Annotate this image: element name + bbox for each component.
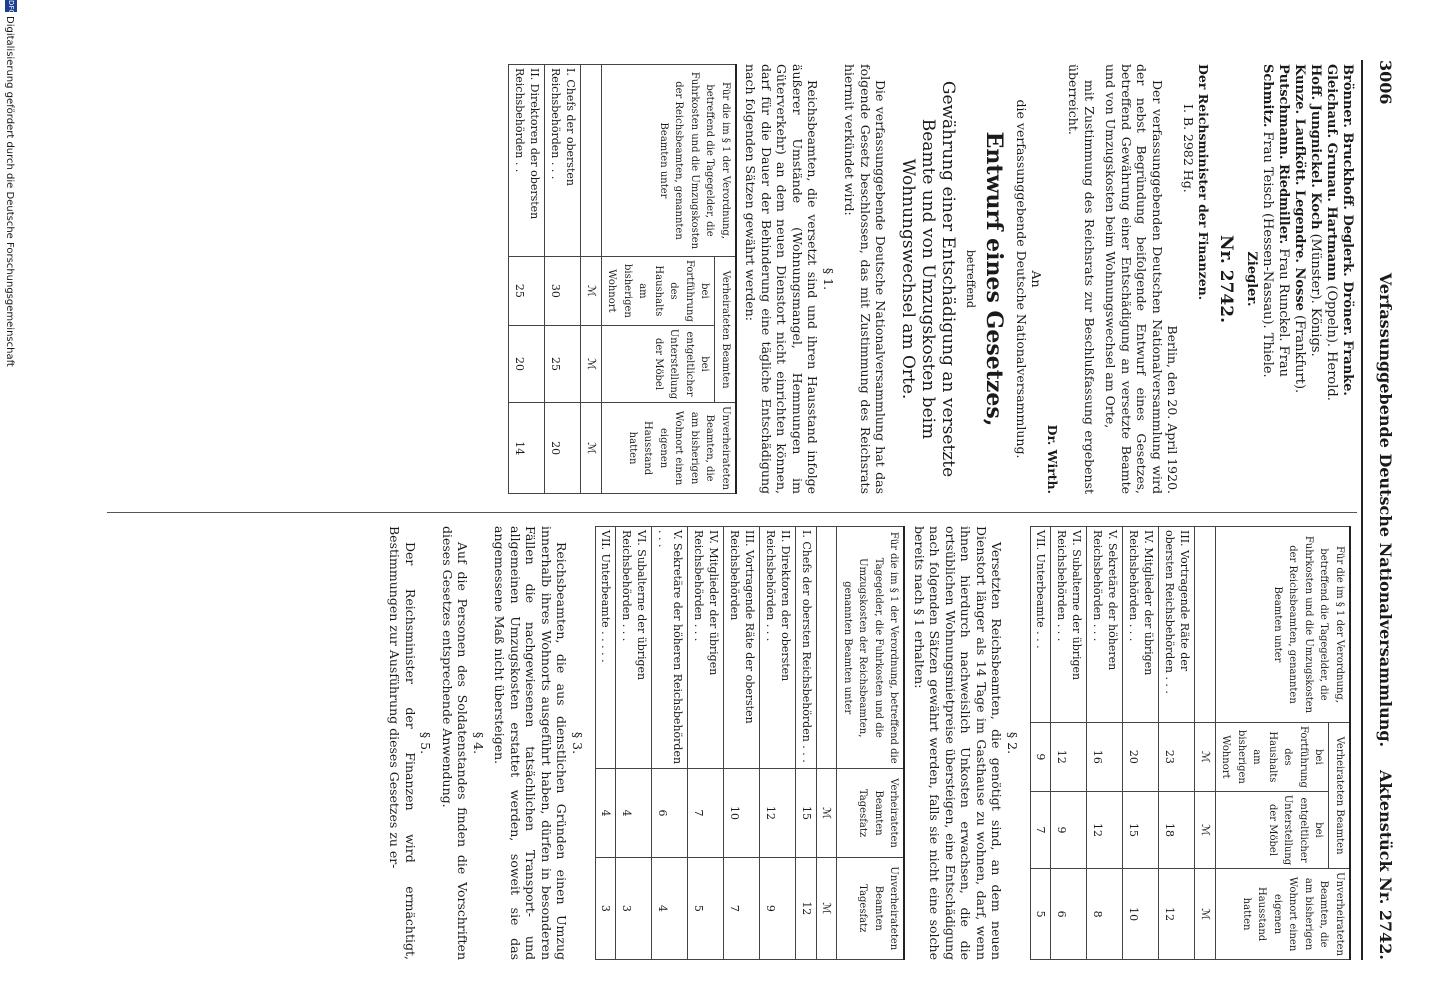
table-header-cell: Unverheirateten Beamten Tagesfatz: [837, 857, 905, 959]
table-cell: 14: [509, 403, 545, 494]
table-header-cell: Verheirateten Beamten Tagesfatz: [837, 769, 905, 857]
table-cell: 7: [724, 857, 760, 959]
table-cell: V. Sekretäre der höheren Reichsbehörden . . .: [652, 527, 688, 769]
letter-text: Der verfassunggebenden Deutschen Nationalversammlung wird der nebst Begründung beifolgende Entwurf eines Gesetzes, betreffend Gewährung einer Entschädigung an versetzte Beamte und von Umzugskosten beim Wohnungswechsel am Orte,: [1103, 64, 1165, 494]
compensation-table-2: [595, 526, 906, 960]
table-header-cell: Für die im § 1 der Verordnung, betreffend die Tagegelder, die Fuhrkosten und die Umzugskosten der Reichsbeamten, genannten Beamten unter: [1216, 527, 1351, 723]
section-4-text: Auf die Personen des Soldatenstandes finden die Vorschriften dieses Gesetzes entsprechende Anwendung.: [440, 526, 471, 960]
table-cell: VI. Subalterne der übrigen Reichsbehörden . . .: [616, 527, 652, 769]
section-1-title: § 1.: [821, 267, 836, 291]
letter-text-cont: mit Zustimmung des Reichsrats zur Beschlußfassung ergebenst überreicht.: [1066, 64, 1097, 494]
table-cell: 20: [509, 325, 545, 402]
table-cell: I. Chefs der obersten Reichsbehörden . . .: [796, 527, 817, 769]
table-cell: 12: [1087, 791, 1123, 868]
table-cell: 15: [1123, 791, 1159, 868]
names-line: Ziegler.: [1244, 251, 1259, 307]
address-an: An: [1029, 270, 1045, 288]
table-cell: 7: [1031, 791, 1052, 868]
table-header-row: [837, 527, 905, 960]
table-cell: IV. Mitglieder der übrigen Reichsbehörden . . .: [1123, 527, 1159, 723]
unit-cell: ℳ: [1195, 869, 1216, 960]
footer-text: Digitalisierung gefördert durch die Deutsche Forschungsgemeinschaft: [4, 16, 15, 367]
names-line: Brönner. Bruckhoff. Deglerk. Dröner. Franke.: [1340, 64, 1355, 396]
bill-heading: Entwurf eines Gesetzes,: [981, 131, 1008, 427]
table-cell: 9: [1051, 791, 1087, 868]
table-header-cell: bei entgeltlicher Unterstellung der Möbel: [602, 325, 716, 402]
left-column: [499, 64, 1356, 494]
table-cell: 18: [1159, 791, 1195, 868]
table-row: [509, 65, 545, 494]
right-column: [381, 526, 1355, 960]
table-cell: 6: [1051, 869, 1087, 960]
bill-title: Gewährung einer Entschädigung an versetzte Beamte und von Umzugskosten beim Wohnungswechsel am Orte.: [898, 80, 959, 478]
table-cell: VII. Unterbeamte . . .: [1031, 527, 1052, 723]
table-row: [1031, 527, 1052, 960]
table-row: [652, 527, 688, 960]
page-header: [1369, 60, 1399, 960]
table-cell: 3: [616, 857, 652, 959]
names-line: Putschmann. Riedmiller.: [1276, 64, 1291, 245]
section-2-title: § 2.: [1005, 731, 1020, 755]
signature: Dr. Wirth.: [1045, 424, 1060, 494]
recipient: die verfassunggebende Deutsche Nationalversammlung.: [1014, 99, 1029, 459]
section-2-text: Versetzten Reichsbeamten, die genötigt sind, an dem neuen Dienstort länger als 14 Tage im Gasthause zu wohnen, darf, wenn ihnen hierdurch nachweislich Unkosten erwachsen, die die ortsüblichen Wohnungsmietpreise übersteigen, eine Entschädigung nach folgenden Sätzen gewährt werden, falls sie nicht eine solche bereits nach § 1 erhalten:: [912, 526, 1005, 960]
table-cell: I. Chefs der obersten Reichsbehörden . . .: [545, 65, 581, 257]
table-header-cell: bei Fortführung des Haushalts am bisherigen Wohnort: [602, 256, 716, 325]
table-row: [616, 527, 652, 960]
table-cell: III. Vortragende Räte der obersten Reichsbehörden . . .: [1159, 527, 1195, 723]
table-cell: V. Sekretäre der höheren Reichsbehörden . . .: [1087, 527, 1123, 723]
table-header-row: [1329, 527, 1350, 960]
table-cell: 10: [1123, 869, 1159, 960]
table-cell: 3: [596, 857, 617, 959]
dfg-logo-icon: DFG: [7, 0, 15, 15]
table-header-cell: Unverheirateten Beamten, die am bisherigen Wohnort einen eigenen Hausstand hatten: [1216, 869, 1351, 960]
table-cell: 30: [545, 256, 581, 325]
table-row: [1087, 527, 1123, 960]
table-row: [545, 65, 581, 494]
section-5-title: § 5.: [418, 731, 434, 755]
table-cell: 6: [652, 769, 688, 857]
table-row: [796, 527, 817, 960]
table-cell: 4: [616, 769, 652, 857]
names-line: Schmitz.: [1260, 64, 1275, 128]
section-4-title: § 4.: [471, 731, 486, 755]
enactment-clause: Die verfassunggebende Deutsche Nationalversammlung hat das folgende Gesetz beschlossen, das mit Zustimmung des Reichsrats hiermit verkündet wird:: [842, 64, 889, 494]
table-row: [1051, 527, 1087, 960]
column-divider: [107, 512, 1357, 513]
table-cell: 10: [724, 769, 760, 857]
section-5-text: Der Reichsminister der Finanzen wird ermächtigt, Bestimmungen zur Ausführung dieses Gesetzes zu er-: [387, 526, 418, 960]
unit-cell: ℳ: [1195, 722, 1216, 791]
table-cell: 12: [1159, 869, 1195, 960]
table-row: [724, 527, 760, 960]
table-cell: VI. Subalterne der übrigen Reichsbehörden . . .: [1051, 527, 1087, 723]
table-cell: 4: [652, 857, 688, 959]
table-row: [688, 527, 724, 960]
table-cell: III. Vortragende Räte der obersten Reichsbehörden: [724, 527, 760, 769]
minister-title: Der Reichsminister der Finanzen.: [1196, 64, 1212, 301]
table-cell: 25: [545, 325, 581, 402]
table-cell: 25: [509, 256, 545, 325]
page-number: 3006: [1376, 60, 1395, 105]
table-cell: 12: [1051, 722, 1087, 791]
section-3-title: § 3.: [570, 731, 585, 755]
section-1-text: Reichsbeamten, die versetzt sind und ihren Hausstand infolge äußerer Umstände (Wohnungsmangel, Hemmungen im Güterverkehr) an dem neuen Dienstort nicht einrichten können, darf für die Dauer der Behinderung eine tägliche Entschädigung nach folgenden Sätzen gewährt werden:: [743, 64, 821, 494]
table-cell: 23: [1159, 722, 1195, 791]
table-cell: VII. Unterbeamte . . . . .: [596, 527, 617, 769]
compensation-table-1: [509, 64, 738, 494]
table-row: [1159, 527, 1195, 960]
table-cell: 4: [596, 769, 617, 857]
document-number: Nr. 2742.: [1216, 234, 1236, 323]
unit-cell: ℳ: [817, 857, 838, 959]
table-cell: 5: [1031, 869, 1052, 960]
unit-cell: ℳ: [581, 256, 602, 325]
table-header-cell: Für die im § 1 der Verordnung, betreffend die Tagegelder, die Fuhrkosten und die Umzugskosten der Reichsbeamten, genannten Beamten unter: [837, 527, 905, 769]
aktenstueck-number: Aktenstück Nr. 2742.: [1376, 770, 1395, 960]
table-unit-row: [817, 527, 838, 960]
running-title: Verfassunggebende Deutsche Nationalversammlung.: [1376, 272, 1395, 748]
table-cell: 12: [760, 769, 796, 857]
table-unit-row: [1195, 527, 1216, 960]
table-cell: 9: [1031, 722, 1052, 791]
names-line: Hoff. Jungnickel. Koch: [1308, 64, 1323, 230]
table-header-cell: bei Fortführung des Haushalts am bisherigen Wohnort: [1216, 722, 1330, 791]
table-row: [760, 527, 796, 960]
compensation-table-1-continued: [1030, 526, 1351, 960]
table-header-cell: Verheirateten Beamten: [715, 256, 736, 402]
names-line: Kunze. Laufkött. Legendre. Nosse: [1292, 64, 1307, 311]
table-cell: II. Direktoren der obersten Reichsbehörden . .: [509, 65, 545, 257]
unit-cell: ℳ: [1195, 791, 1216, 868]
unit-cell: ℳ: [581, 325, 602, 402]
names-line: Gleichauf. Grunau. Hartmann: [1324, 64, 1339, 282]
table-row: [596, 527, 617, 960]
table-header-cell: Für die im § 1 der Verordnung, betreffend die Tagegelder, die Fuhrkosten und die Umzugskosten der Reichsbeamten, genannten Beamten unter: [602, 65, 737, 257]
member-names: Brönner. Bruckhoff. Deglerk. Dröner. Franke. Gleichauf. Grunau. Hartmann (Oppeln). Herold. Hoff. Jungnickel. Koch (Münster). Königs. Kunze. Laufkött. Legendre. Nosse (Frankfurt). Putschmann. Riedmiller. Frau Runckel. Frau Schmitz. Frau Teisch (Hessen-Nassau). Thiele. Ziegler.: [1244, 64, 1355, 401]
section-3-text: Reichsbeamten, die aus dienstlichen Gründen einen Umzug innerhalb ihres Wohnorts ausgeführt haben, dürfen in besonderen Fällen die nachgewiesenen tatsächlichen Transport- und allgemeinen Umzugskosten erstattet werden, soweit sie das angemessene Maß nicht übersteigen.: [492, 526, 570, 960]
letter-date: Berlin, den 20. April 1920.: [1165, 325, 1181, 494]
reference-number: I. B. 2982 Hg.: [1181, 104, 1196, 193]
table-cell: 20: [1123, 722, 1159, 791]
table-cell: 9: [760, 857, 796, 959]
table-row: [1123, 527, 1159, 960]
table-unit-row: [581, 65, 602, 494]
table-header-cell: Unverheirateten Beamten, die am bisherigen Wohnort einen eigenen Hausstand hatten: [602, 403, 737, 494]
unit-cell: ℳ: [581, 403, 602, 494]
table-cell: 15: [796, 769, 817, 857]
table-cell: 8: [1087, 869, 1123, 960]
header-rule: [1361, 60, 1363, 960]
betreffend-label: betreffend: [964, 249, 977, 309]
table-cell: 20: [545, 403, 581, 494]
table-cell: II. Direktoren der obersten Reichsbehörden . . .: [760, 527, 796, 769]
table-cell: 16: [1087, 722, 1123, 791]
table-header-cell: bei entgeltlicher Unterstellung der Möbel: [1216, 791, 1330, 868]
table-cell: IV. Mitglieder der übrigen Reichsbehörden . . .: [688, 527, 724, 769]
table-header-row: [715, 65, 736, 494]
table-header-cell: Verheirateten Beamten: [1329, 722, 1350, 868]
table-cell: 5: [688, 857, 724, 959]
table-cell: 12: [796, 857, 817, 959]
unit-cell: ℳ: [817, 769, 838, 857]
table-cell: 7: [688, 769, 724, 857]
